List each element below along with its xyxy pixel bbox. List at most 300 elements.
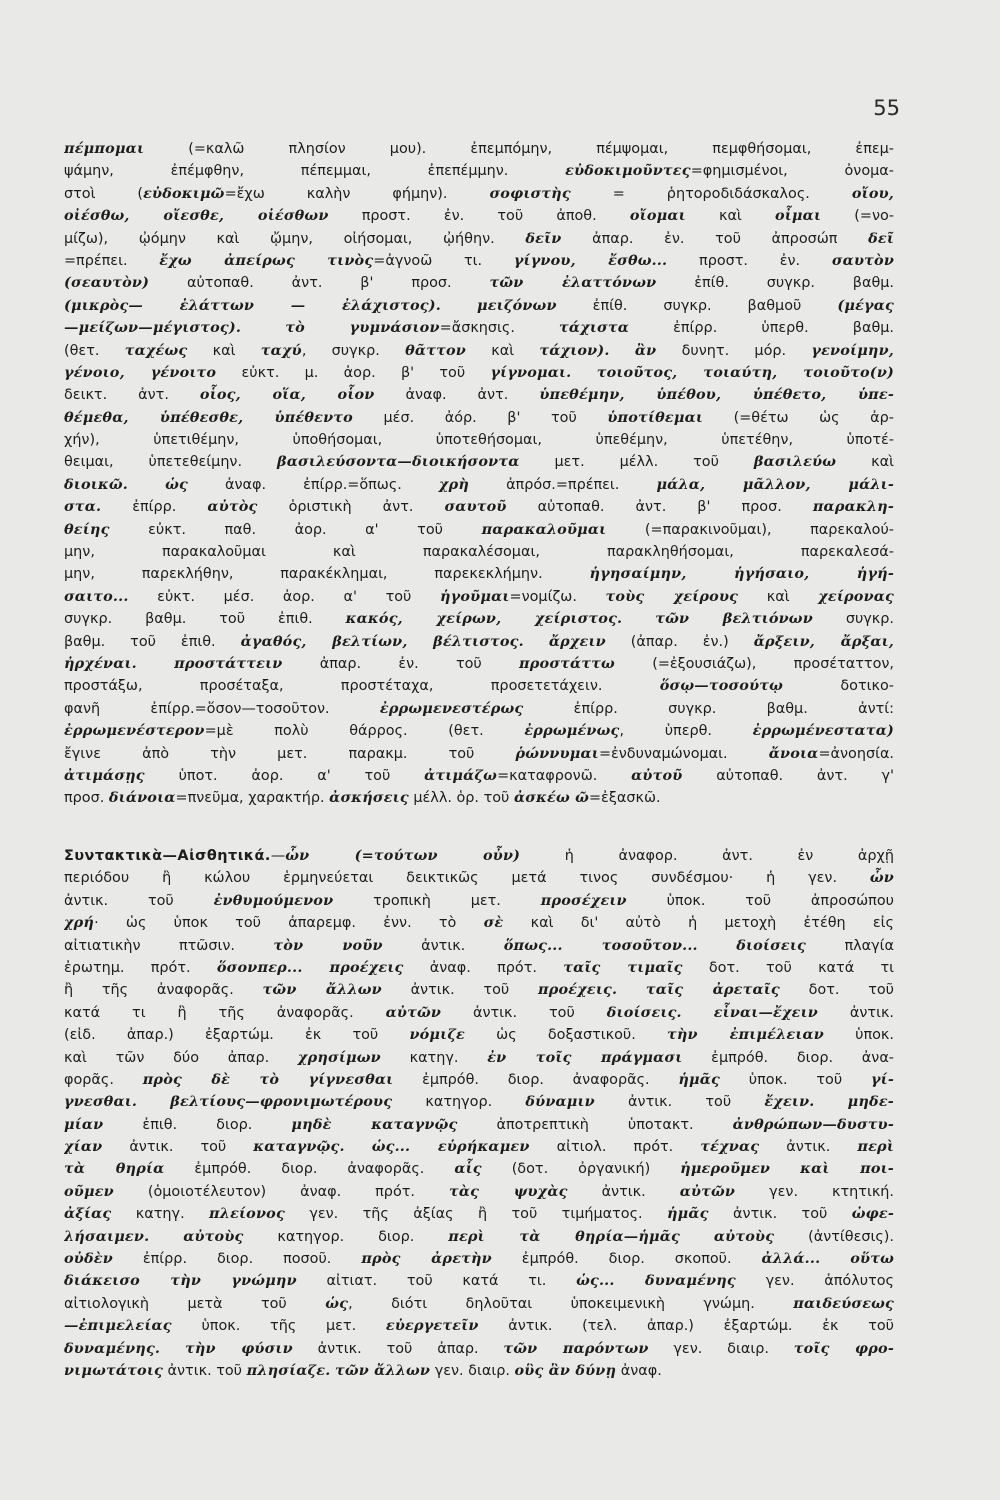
text-line — [64, 890, 894, 912]
gloss-text — [622, 611, 655, 627]
gloss-text — [571, 365, 596, 381]
gloss-text: προστάξω, προσέταξα, προστέταχα, προσετετάχειν. — [64, 678, 660, 695]
gloss-text: εὐκτ. παθ. ἀορ. α' τοῦ — [109, 521, 482, 538]
gloss-text: γεν. ἀπόλυτος — [735, 1273, 894, 1290]
lemma-term: γνεσθαι. — [64, 1093, 138, 1111]
gloss-text: =ἐνδυναμώνομαι. — [598, 745, 769, 762]
text-line — [64, 912, 894, 934]
lemma-term: χρησίμων — [297, 1048, 381, 1066]
lemma-term: σαυτὸν — [831, 251, 894, 269]
gloss-text: κατηγορ. διορ. — [243, 1228, 449, 1245]
lemma-term: ὡς... εὑρήκαμεν — [371, 1138, 530, 1156]
gloss-text: (ὁμοιοτέλευτον) ἀναφ. πρότ. — [113, 1183, 449, 1200]
gloss-text: =καταφρονῶ. — [497, 767, 632, 784]
text-line — [64, 340, 894, 362]
gloss-text: ἀπαρ. ἐν. τοῦ — [282, 655, 520, 672]
lemma-term: ῥώννυμαι — [515, 744, 599, 762]
lemma-term: θείης — [64, 520, 110, 538]
lemma-term: οὓς ἂν δύνῃ — [514, 1361, 617, 1379]
gloss-text: ἀντικ. (τελ. ἀπαρ.) ἐξαρτώμ. ἐκ τοῦ — [478, 1318, 894, 1335]
lemma-term: ἀνθρώπων—δυστυ- — [732, 1115, 894, 1133]
lemma-term: εὐεργετεῖν — [385, 1317, 479, 1335]
lemma-term: τὴν φύσιν — [185, 1339, 293, 1357]
gloss-text: αἰτιατικὴν πτῶσιν. — [64, 937, 274, 954]
lemma-term: ἐρρωμένεστατα) — [752, 722, 894, 740]
lemma-term: τὰ θηρία — [64, 1160, 165, 1178]
text-line — [64, 720, 894, 742]
lemma-term: οἷος, οἵα, οἷον — [199, 386, 375, 404]
gloss-text: = ῥητοροδιδάσκαλος. — [570, 185, 852, 202]
lemma-term: ἀγαθός, βελτίων, βέλτιστος. — [240, 632, 524, 650]
text-line — [64, 1315, 894, 1337]
lemma-term: δεῖν — [525, 229, 562, 247]
lemma-term: τῶν βελτιόνων — [655, 610, 813, 628]
lemma-term: ταῖς ἀρεταῖς — [645, 981, 780, 999]
gloss-text: (ἀπαρ. ἐν.) — [605, 633, 754, 650]
gloss-text: δεικτ. ἀντ. — [64, 387, 200, 404]
gloss-text: δοτ. τοῦ κατά τι — [682, 959, 894, 976]
lemma-term: ἀτιμάζω — [424, 766, 498, 784]
lemma-term: οἰέσθω, οἴεσθε, οἰέσθων — [64, 207, 329, 225]
gloss-text: ἀντικ. — [567, 1183, 680, 1200]
lemma-term: ὧν — [869, 869, 894, 887]
lemma-term: οὐδὲν — [64, 1250, 113, 1268]
lemma-term: αὐτῶν — [679, 1182, 736, 1200]
lemma-term: γένοιο, γένοιτο — [64, 363, 217, 381]
lemma-term: προστάττω — [519, 654, 615, 672]
lemma-term: σὲ — [483, 914, 504, 932]
text-line — [64, 867, 894, 889]
gloss-text: =νομίζω. — [509, 588, 606, 605]
gloss-text: =ἀνοησία. — [818, 745, 894, 762]
lemma-term: αὐτὸς — [207, 498, 258, 516]
text-line — [64, 675, 894, 697]
text-line — [64, 1181, 894, 1203]
gloss-text: ἔγινε ἀπὸ τὴν μετ. παρακμ. τοῦ — [64, 745, 516, 762]
lemma-term: γί- — [870, 1070, 894, 1088]
lemma-term: σαυτοῦ — [444, 498, 507, 516]
lemma-term: τὸ γυμνάσιον — [285, 319, 440, 337]
gloss-text: ὑποτ. ἀορ. α' τοῦ — [144, 767, 425, 784]
gloss-text: γεν. τῆς ἀξίας ἢ τοῦ τιμήματος. — [284, 1206, 668, 1223]
lemma-term: ὡς — [165, 475, 188, 493]
lemma-term: δύναμιν — [525, 1093, 595, 1111]
lemma-term: ὠφε- — [851, 1205, 894, 1223]
gloss-text: ἐπίρρ. — [101, 499, 208, 516]
lemma-term: ταχέως — [124, 341, 188, 359]
gloss-text: αὐτοπαθ. ἀντ. β' προσ. — [506, 499, 813, 516]
text-line — [64, 653, 894, 675]
gloss-text: ὑποκ. τῆς μετ. — [171, 1318, 386, 1335]
lemma-term: διοικῶ. — [64, 475, 129, 493]
lemma-term: ἡγησαίμην, ἡγήσαιο, ἡγή- — [589, 565, 894, 583]
text-line — [64, 205, 894, 227]
lemma-term: γίγνομαι. — [490, 363, 572, 381]
gloss-text: ἐπίθ. συγκρ. βαθμοῦ — [556, 297, 838, 314]
text-line — [64, 1024, 894, 1046]
lemma-term: θᾶττον — [405, 341, 466, 359]
lemma-term: ἄνοια — [768, 744, 819, 762]
lemma-term: διάκεισο τὴν γνώμην — [64, 1272, 297, 1290]
gloss-text: μην, παρακαλοῦμαι καὶ παρακαλέσομαι, παρακληθήσομαι, παρεκαλεσά- — [64, 544, 894, 561]
lemma-term: εὐδοκιμῶ — [143, 184, 225, 202]
text-line — [64, 765, 894, 787]
lemma-term: θέμεθα, ὑπέθεσθε, ὑπέθεντο — [64, 408, 353, 426]
section-heading: Συντακτικὰ—Αἰσθητικά. — [64, 848, 271, 864]
lemma-term: τοὺς χείρους — [605, 587, 739, 605]
gloss-text: ἐπίρρ. διορ. ποσοῦ. — [112, 1251, 362, 1268]
gloss-text: δοτικο- — [783, 678, 894, 695]
lemma-term: νόμιζε — [409, 1026, 465, 1044]
text-line — [64, 1047, 894, 1069]
text-line — [64, 1270, 894, 1292]
text-line — [64, 935, 894, 957]
gloss-text: ἐπιθ. διορ. — [103, 1116, 292, 1133]
gloss-text: ὑποκ. — [823, 1027, 894, 1044]
gloss-text: ψάμην, ἐπέμφθην, πέπεμμαι, ἐπεπέμμην. — [64, 163, 566, 180]
page-number: 55 — [873, 96, 900, 120]
lemma-term: τὰς ψυχὰς — [448, 1182, 568, 1200]
lemma-term: αὐτοῦ — [631, 766, 683, 784]
gloss-text: ἀντικ. τοῦ — [162, 1362, 247, 1379]
gloss-text: κατά τι ἢ τῆς ἀναφορᾶς. — [64, 1004, 386, 1021]
text-line — [64, 407, 894, 429]
gloss-text: εὐκτ. μ. ἀορ. β' τοῦ — [216, 364, 491, 381]
lemma-term: μηδε- — [847, 1093, 894, 1111]
text-line — [64, 541, 894, 563]
text-line — [64, 698, 894, 720]
lemma-term: παρακλη- — [812, 498, 894, 516]
gloss-text: (εἰδ. ἀπαρ.) ἐξαρτώμ. ἐκ τοῦ — [64, 1027, 410, 1044]
lemma-term: χρὴ — [438, 475, 470, 493]
lemma-term: χίαν — [64, 1138, 103, 1156]
gloss-text: ἀντικ. τοῦ — [102, 1139, 254, 1156]
gloss-text: =πρέπει. — [64, 252, 160, 269]
lemma-term: ὅσῳ—τοσούτῳ — [659, 677, 784, 695]
gloss-text: μίζω), ᾠόμην καὶ ᾤμην, οἰήσομαι, ᾠήθην. — [64, 230, 526, 247]
lemma-term: κακός, χείρων, χείριστος. — [345, 610, 623, 628]
lemma-term: —ἐπιμελείας — [64, 1317, 172, 1335]
lemma-term: ἐρρωμενέστερον — [64, 722, 205, 740]
text-line — [64, 429, 894, 451]
text-line — [64, 474, 894, 496]
lemma-term: ἐν τοῖς πράγμασι — [487, 1048, 683, 1066]
lemma-term: ὑπεθέμην, ὑπέθου, ὑπέθετο, ὑπε- — [539, 386, 894, 404]
lemma-term: αἷς — [454, 1160, 482, 1178]
gloss-text: συγκρ. βαθμ. τοῦ ἐπιθ. — [64, 611, 346, 628]
gloss-text: αὐτοπαθ. ἀντ. β' προσ. — [149, 275, 490, 292]
gloss-text: ἀποτρεπτικὴ ὑποτακτ. — [457, 1116, 733, 1133]
lemma-term: ἡμεροῦμεν — [680, 1160, 771, 1178]
lemma-term: πρὸς ἀρετὴν — [361, 1250, 492, 1268]
lemma-term: ἀσκήσεις — [329, 789, 409, 807]
text-line — [64, 1338, 894, 1360]
text-line — [64, 845, 894, 867]
text-line — [64, 608, 894, 630]
lemma-term: οῦμεν — [64, 1182, 114, 1200]
lemma-term: ἔχω ἀπείρως τινὸς — [159, 251, 374, 269]
lemma-term: καὶ ποι- — [800, 1160, 894, 1178]
lemma-term: οὕτω — [850, 1250, 894, 1268]
gloss-text: · ὡς ὑποκ τοῦ ἀπαρεμφ. ἐνν. τὸ — [94, 915, 484, 932]
gloss-text: στοὶ ( — [64, 185, 144, 202]
lemma-term: διάνοια — [108, 789, 176, 807]
lemma-term: οἶμαι — [774, 207, 822, 225]
lemma-term: τῶν ἄλλων — [262, 981, 382, 999]
gloss-text: , συγκρ. — [301, 342, 406, 359]
lemma-term: ἠρχέναι. — [64, 654, 137, 672]
lemma-term: (μικρὸς— ἐλάττων — ἐλάχιστος). — [64, 296, 441, 314]
gloss-text — [241, 320, 285, 336]
lemma-term: ταχύ — [260, 341, 302, 359]
gloss-text: ὁριστικὴ ἀντ. — [257, 499, 445, 516]
lemma-term: χείρονας — [818, 587, 894, 605]
lemma-term: σαιτο... — [64, 587, 129, 605]
lemma-term: περὶ — [857, 1138, 894, 1156]
gloss-text: =πνεῦμα, χαρακτήρ. — [175, 790, 330, 807]
gloss-text: (δοτ. ὀργανική) — [481, 1161, 681, 1178]
gloss-text: καὶ — [187, 342, 261, 359]
gloss-text: καὶ — [836, 454, 894, 471]
lemma-term: χρή — [64, 914, 95, 932]
lemma-term: μηδὲ καταγνῷς — [291, 1115, 458, 1133]
gloss-text: κατηγ. — [380, 1049, 488, 1066]
lemma-term: ἀλλά... — [761, 1250, 821, 1268]
gloss-text: ἀναφ. πρότ. — [403, 959, 564, 976]
gloss-text — [820, 1251, 850, 1267]
text-line — [64, 451, 894, 473]
gloss-text: ἐπίθ. συγκρ. βαθμ. — [656, 275, 894, 292]
lemma-term: ἡμᾶς — [667, 1205, 709, 1223]
lemma-term: ἀτιμάσῃς — [64, 766, 145, 784]
lemma-term: ἄρχειν — [548, 632, 606, 650]
gloss-text: ἀναφ. ἐπίρρ.=ὅπως. — [187, 476, 439, 493]
lemma-term: δεῖ — [868, 229, 894, 247]
lemma-term: μειζόνων — [477, 296, 557, 314]
gloss-text: βαθμ. τοῦ ἐπιθ. — [64, 633, 241, 650]
lemma-term: ὧν (=τούτων οὖν) — [285, 847, 521, 864]
lemma-term: ὅπως... τοσοῦτον... — [503, 936, 698, 954]
lemma-term: πρὸς δὲ τὸ γίγνεσθαι — [142, 1070, 394, 1088]
gloss-text — [345, 1139, 372, 1155]
gloss-text: (=ἐξουσιάζω), προσέταττον, — [614, 655, 894, 672]
gloss-text: προστ. ἐν. τοῦ ἀποθ. — [328, 208, 630, 225]
lemma-term: εἶναι—ἔχειν — [713, 1003, 818, 1021]
lemma-term: μάλα, μᾶλλον, μάλι- — [656, 475, 894, 493]
gloss-text: εὐκτ. μέσ. ἀορ. α' τοῦ — [128, 588, 440, 605]
gloss-text — [441, 298, 477, 314]
gloss-text: τροπικὴ μετ. — [333, 892, 541, 909]
lemma-term: περὶ τὰ θηρία—ἡμᾶς — [448, 1227, 680, 1245]
text-line — [64, 563, 894, 585]
gloss-text: ἀπαρ. ἐν. τοῦ ἀπροσώπ — [561, 230, 869, 247]
gloss-text: γεν. διαιρ. — [648, 1340, 794, 1357]
lemma-term: ἀσκέω ῶ — [513, 789, 589, 807]
gloss-text: ἐρωτημ. πρότ. — [64, 959, 217, 976]
gloss-text: ἡ ἀναφορ. ἀντ. ἐν ἀρχῇ — [520, 848, 894, 864]
gloss-text: ἐμπρόθ. διορ. ἀνα- — [682, 1049, 894, 1066]
gloss-text: (=θέτω ὡς ἀρ- — [703, 409, 894, 426]
lemma-term: διοίσεις — [736, 936, 807, 954]
gloss-text: (=νο- — [821, 208, 894, 225]
gloss-text: ὑποκ. τοῦ — [720, 1071, 871, 1088]
gloss-text: =ἐξασκῶ. — [589, 790, 661, 807]
gloss-text: καὶ — [685, 208, 775, 225]
gloss-text: καὶ — [465, 342, 540, 359]
text-line — [64, 1226, 894, 1248]
text-line — [64, 957, 894, 979]
text-line — [64, 295, 894, 317]
lemma-term: αὐτοὺς — [713, 1227, 775, 1245]
gloss-text: =ἄσκησις. — [439, 320, 560, 337]
lemma-term: τοιοῦτος, τοιαύτη, τοιοῦτο(ν) — [596, 363, 894, 381]
gloss-text: — — [270, 848, 286, 864]
lemma-term: καταγνῷς. — [253, 1138, 345, 1156]
text-line — [64, 496, 894, 518]
gloss-text: =ἔχω καλὴν φήμην). — [224, 185, 490, 202]
gloss-text: καὶ τῶν δύο ἀπαρ. — [64, 1049, 298, 1066]
lemma-term: τῶν ἄλλων — [335, 1361, 431, 1379]
gloss-text: ἀπρόσ.=πρέπει. — [469, 476, 657, 493]
gloss-text: γεν. διαιρ. — [430, 1362, 515, 1379]
text-line — [64, 183, 894, 205]
gloss-text: αἰτιολογικὴ μετὰ τοῦ — [64, 1295, 326, 1312]
gloss-text: ἀντικ. τοῦ ἀπαρ. — [292, 1340, 504, 1357]
text-line — [64, 586, 894, 608]
lemma-term: βασιλεύσοντα—διοικήσοντα — [277, 453, 520, 471]
lemma-term: ἐρρωμένως — [524, 722, 620, 740]
gloss-text: προσ. — [64, 790, 109, 807]
lemma-term: παρακαλοῦμαι — [481, 520, 607, 538]
lemma-term: τάχιον). — [539, 341, 610, 359]
gloss-text: μην, παρεκλήθην, παρακέκλημαι, παρεκεκλήμην. — [64, 566, 590, 583]
gloss-text: καὶ — [738, 588, 819, 605]
lemma-term: δυναμένης. — [64, 1339, 161, 1357]
gloss-text: φορᾶς. — [64, 1071, 143, 1088]
gloss-text — [524, 634, 549, 650]
lemma-term: ταῖς τιμαῖς — [563, 958, 683, 976]
text-line — [64, 228, 894, 250]
lemma-term: τὸν νοῦν — [273, 936, 383, 954]
gloss-text — [137, 1094, 170, 1110]
lemma-term: παιδεύσεως — [793, 1294, 894, 1312]
gloss-text: κατηγορ. — [392, 1094, 526, 1111]
lemma-term: ὑποτίθεμαι — [607, 408, 704, 426]
gloss-text: φανῆ ἐπίρρ.=ὅσον—τοσοῦτον. — [64, 700, 380, 717]
gloss-text: ἀντικ. — [382, 937, 504, 954]
text-line — [64, 1293, 894, 1315]
gloss-text: =ἀγνοῶ τι. — [373, 252, 514, 269]
lemma-term: ἡμᾶς — [678, 1070, 721, 1088]
lemma-term: τῶν ἐλαττόνων — [489, 274, 657, 292]
gloss-text: αὐτοπαθ. ἀντ. γ' — [682, 767, 894, 784]
text-line — [64, 1158, 894, 1180]
lemma-term: ἄρξειν, ἄρξαι, — [753, 632, 894, 650]
lemma-term: αὐτῶν — [385, 1003, 442, 1021]
text-line — [64, 384, 894, 406]
gloss-text: (=καλῶ πλησίον μου). ἐπεμπόμην, πέμψομαι, πεμφθήσομαι, ἐπεμ- — [144, 141, 894, 157]
gloss-text — [680, 1229, 714, 1245]
gloss-text: δοτ. τοῦ — [779, 982, 894, 999]
gloss-text: δυνητ. μόρ. — [656, 342, 812, 359]
gloss-text: ἐπίρρ. ὑπερθ. βαθμ. — [629, 320, 894, 337]
gloss-text: μέσ. ἀόρ. β' τοῦ — [352, 409, 608, 426]
gloss-text: ἀντικ. — [817, 1004, 894, 1021]
text-line — [64, 519, 894, 541]
gloss-text: ἀντικ. τοῦ — [708, 1206, 852, 1223]
lemma-term: νιμωτάτοις — [64, 1361, 163, 1379]
gloss-text: ἢ τῆς ἀναφορᾶς. — [64, 982, 263, 999]
gloss-text: , διότι δηλοῦται ὑποκειμενικὴ γνώμη. — [348, 1295, 794, 1312]
gloss-text: ὡς δοξαστικοῦ. — [465, 1027, 668, 1044]
text-line — [64, 1091, 894, 1113]
gloss-text: καὶ δι' αὐτὸ ἡ μετοχὴ ἐτέθη εἰς — [503, 915, 894, 932]
lemma-term: πέμπομαι — [64, 140, 145, 157]
lemma-term: ἂν — [634, 341, 657, 359]
lemma-term: ἀξίας — [64, 1205, 112, 1223]
lemma-term: γίγνου, ἔσθω... — [513, 251, 668, 269]
lemma-term: προσέχειν — [540, 891, 627, 909]
text-line — [64, 979, 894, 1001]
gloss-text: ἐμπρόθ. διορ. ἀναφορᾶς. — [164, 1161, 455, 1178]
gloss-text: ἐπίρρ. συγκρ. βαθμ. ἀντί: — [523, 700, 894, 717]
lemma-term: ἡγοῦμαι — [440, 587, 510, 605]
gloss-text — [698, 938, 736, 954]
lemma-term: (σεαυτὸν) — [64, 274, 150, 292]
lemma-term: —μείζων—μέγιστος). — [64, 319, 242, 337]
text-line — [64, 272, 894, 294]
text-line — [64, 1360, 894, 1382]
gloss-text: κατηγ. — [111, 1206, 210, 1223]
lemma-term: γενοίμην, — [811, 341, 894, 359]
gloss-text: (θετ. — [64, 342, 125, 359]
lemma-term: προέχεις. — [537, 981, 618, 999]
text-line — [64, 1136, 894, 1158]
gloss-text — [128, 477, 165, 493]
gloss-text: (=παρακινοῦμαι), παρεκαλού- — [606, 521, 894, 538]
lemma-term: οἴου, — [851, 184, 894, 202]
lemma-term: πλείονος — [209, 1205, 285, 1223]
gloss-text: ἀναφ. — [616, 1362, 662, 1379]
gloss-text: αἰτιολ. πρότ. — [529, 1139, 701, 1156]
gloss-text — [814, 1094, 847, 1110]
lemma-term: τάχιστα — [559, 319, 629, 337]
gloss-text: =μὲ πολὺ θάρρος. (θετ. — [204, 723, 525, 740]
gloss-text: πλαγία — [806, 937, 894, 954]
lemma-term: στα. — [64, 498, 102, 516]
gloss-text: συγκρ. — [812, 611, 894, 628]
lemma-term: ἐρρωμενεστέρως — [379, 699, 524, 717]
gloss-text — [770, 1161, 800, 1177]
gloss-text — [160, 1341, 185, 1357]
gloss-text: =φημισμένοι, ὀνομα- — [690, 163, 894, 180]
glossary-block — [64, 138, 894, 810]
lemma-term: ὡς... δυναμένης — [576, 1272, 736, 1290]
text-line — [64, 1248, 894, 1270]
lemma-term: προστάττειν — [174, 654, 283, 672]
lemma-term: λήσαιμεν. — [64, 1227, 150, 1245]
text-line — [64, 138, 894, 160]
gloss-text: ἀναφ. ἀντ. — [374, 387, 540, 404]
lemma-term: (μέγας — [837, 296, 894, 314]
lemma-term: βασιλεύω — [753, 453, 837, 471]
lemma-term: ὅσονπερ... προέχεις — [216, 958, 404, 976]
gloss-text: ἀντικ. τοῦ — [441, 1004, 607, 1021]
lemma-term: διοίσεις. — [606, 1003, 682, 1021]
gloss-text — [682, 1005, 714, 1021]
lemma-term: αὐτοὺς — [183, 1227, 244, 1245]
lemma-term: εὐδοκιμοῦντες — [565, 162, 691, 180]
